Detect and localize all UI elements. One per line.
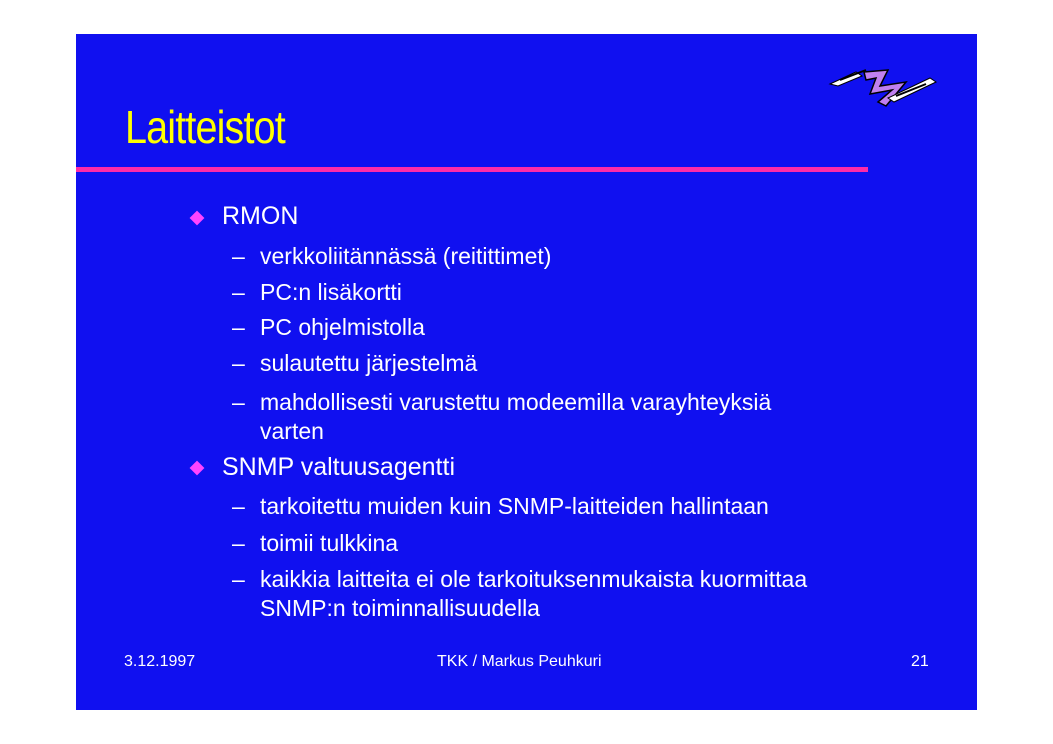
dash-marker: – [232,350,245,376]
list-item: PC:n lisäkortti [260,279,402,305]
lightning-logo-icon [826,64,938,114]
list-item-continuation: SNMP:n toiminnallisuudella [260,595,540,621]
dash-marker: – [232,279,245,305]
list-item: sulautettu järjestelmä [260,350,478,376]
dash-marker: – [232,566,245,592]
list-item: verkkoliitännässä (reitittimet) [260,243,552,269]
slide [76,34,977,710]
list-item: PC ohjelmistolla [260,314,425,340]
diamond-bullet-icon [190,461,205,476]
footer-author: TKK / Markus Peuhkuri [437,653,602,670]
slide-title: Laitteistot [125,101,285,153]
footer-date: 3.12.1997 [124,653,196,670]
footer-page-number: 21 [911,653,929,670]
list-item: toimii tulkkina [260,530,399,556]
dash-marker: – [232,530,245,556]
list-item: mahdollisesti varustettu modeemilla varayhteyksiä [260,389,772,415]
dash-marker: – [232,389,245,415]
list-item-continuation: varten [260,418,324,444]
title-underline [76,167,868,172]
dash-marker: – [232,243,245,269]
list-item: kaikkia laitteita ei ole tarkoituksenmukaista kuormittaa [260,566,808,592]
dash-marker: – [232,314,245,340]
list-item: tarkoitettu muiden kuin SNMP-laitteiden hallintaan [260,493,769,519]
section-heading: RMON [222,202,299,230]
section-heading: SNMP valtuusagentti [222,453,455,481]
dash-marker: – [232,493,245,519]
diamond-bullet-icon [190,211,205,226]
